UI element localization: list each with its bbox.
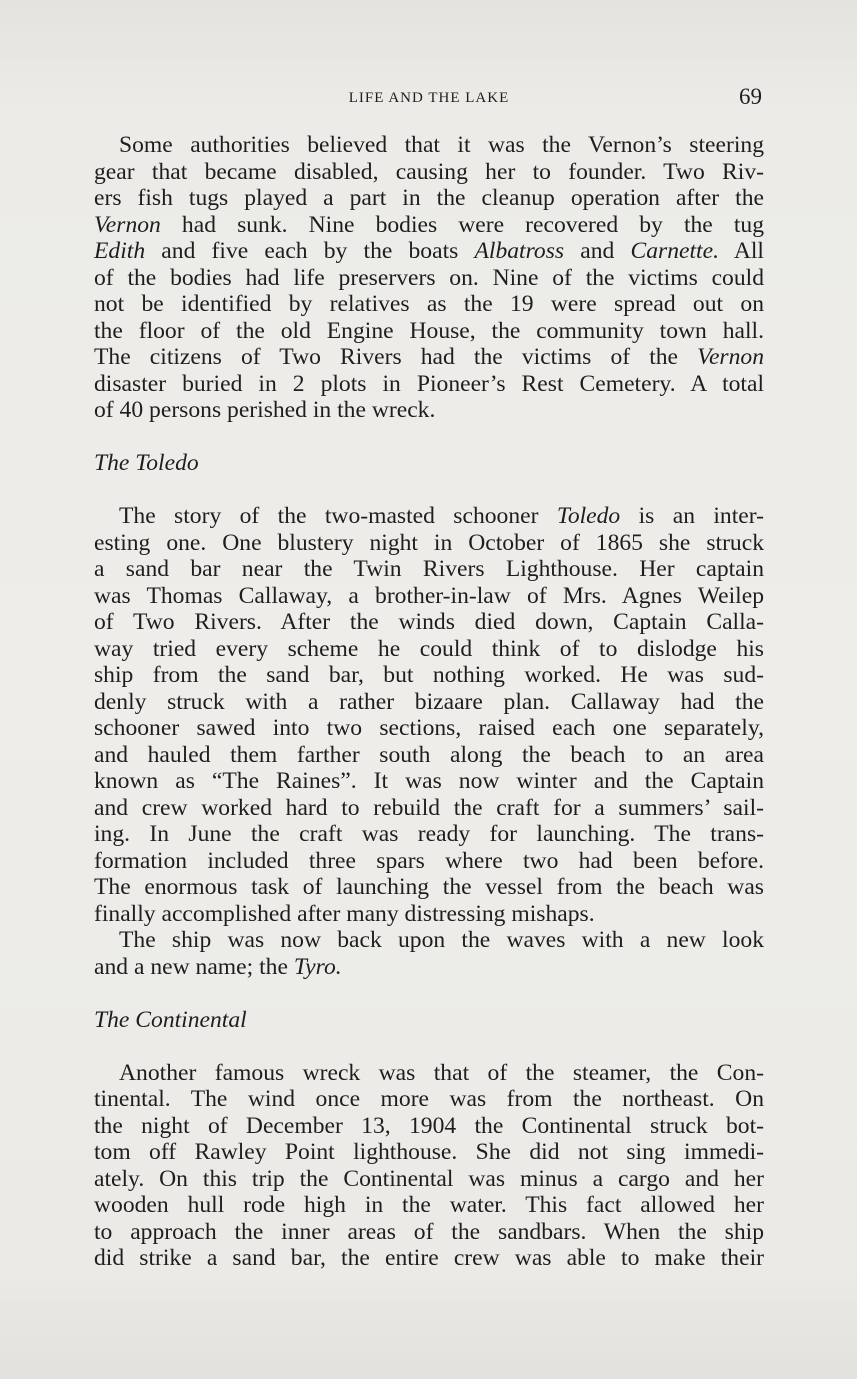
- text-line: ately. On this trip the Continental was minus a cargo and her: [94, 1165, 764, 1192]
- text-line: wooden hull rode high in the water. This fact allowed her: [94, 1192, 764, 1218]
- text-line: known as “The Raines”. It was now winter and the Captain: [94, 768, 764, 794]
- text-line: of 40 persons perished in the wreck.: [94, 397, 436, 423]
- text-fragment: The story of the two-masted schooner: [119, 503, 557, 529]
- text-line: Another famous wreck was that of the steamer, the Con-: [119, 1059, 764, 1086]
- spacer: [94, 1033, 764, 1060]
- section-heading-continental: The Continental: [94, 1006, 247, 1033]
- body-text: [94, 132, 764, 1272]
- running-title: LIFE AND THE LAKE: [348, 90, 510, 106]
- text-fragment: had sunk. Nine bodies were recovered by the tug: [160, 211, 764, 238]
- text-line: esting one. One blustery night in October of 1865 she struck: [94, 529, 764, 556]
- ship-name: Edith: [94, 238, 146, 264]
- text-line: and crew worked hard to rebuild the craft for a summers’ sail-: [94, 794, 764, 821]
- text-fragment: is an inter-: [620, 503, 764, 529]
- text-line: did strike a sand bar, the entire crew was able to make their: [94, 1245, 764, 1271]
- text-line: [94, 344, 764, 371]
- text-fragment: All: [718, 238, 764, 264]
- text-line: to approach the inner areas of the sandbars. When the ship: [94, 1218, 764, 1245]
- ship-name: Albatross: [474, 238, 565, 264]
- spacer: [94, 980, 764, 1007]
- text-line: [94, 238, 764, 265]
- text-line: not be identified by relatives as the 19 were spread out on: [94, 291, 764, 317]
- text-line: the night of December 13, 1904 the Continental struck bot-: [94, 1112, 764, 1139]
- text-line: denly struck with a rather bizaare plan. Callaway had the: [94, 688, 764, 715]
- ship-name: Vernon: [94, 211, 161, 238]
- ship-name: Vernon: [697, 344, 764, 370]
- text-line: formation included three spars where two had been before.: [94, 847, 764, 874]
- text-line: [94, 212, 764, 239]
- text-line: Some authorities believed that it was the Vernon’s steering: [119, 132, 764, 158]
- text-line: of the bodies had life preservers on. Nine of the victims could: [94, 264, 764, 291]
- text-line: The ship was now back upon the waves with a new look: [119, 927, 764, 953]
- text-line: disaster buried in 2 plots in Pioneer’s Rest Cemetery. A total: [94, 370, 764, 397]
- text-line: the floor of the old Engine House, the community town hall.: [94, 317, 764, 344]
- ship-name: Toledo: [556, 503, 621, 529]
- text-line: was Thomas Callaway, a brother-in-law of Mrs. Agnes Weilep: [94, 582, 764, 609]
- running-header: [94, 84, 764, 112]
- text-line: [94, 954, 764, 981]
- text-line: of Two Rivers. After the winds died down, Captain Calla-: [94, 609, 764, 635]
- text-line: tinental. The wind once more was from the northeast. On: [94, 1086, 764, 1112]
- text-line: tom off Rawley Point lighthouse. She did not sing immedi-: [94, 1139, 764, 1165]
- ship-name: Carnette.: [630, 238, 719, 264]
- text-line: ing. In June the craft was ready for launching. The trans-: [94, 821, 764, 847]
- text-line: and hauled them farther south along the beach to an area: [94, 741, 764, 768]
- text-fragment: and five each by the boats: [145, 238, 475, 264]
- ship-name: Tyro.: [293, 953, 342, 980]
- text-line: ers fish tugs played a part in the cleanup operation after the: [94, 185, 764, 211]
- text-fragment: The citizens of Two Rivers had the victims of the: [94, 344, 698, 370]
- spacer: [94, 477, 764, 504]
- text-line: finally accomplished after many distressing mishaps.: [94, 900, 595, 927]
- text-fragment: and: [564, 238, 631, 264]
- text-line: schooner sawed into two sections, raised each one separately,: [94, 715, 764, 741]
- text-line: [94, 503, 764, 530]
- section-heading-toledo: The Toledo: [94, 450, 199, 476]
- spacer: [94, 424, 764, 451]
- text-fragment: and a new name; the: [94, 953, 294, 980]
- text-line: The enormous task of launching the vessel from the beach was: [94, 874, 764, 900]
- text-line: way tried every scheme he could think of to dislodge his: [94, 635, 764, 662]
- text-line: gear that became disabled, causing her to founder. Two Riv-: [94, 158, 764, 185]
- text-line: ship from the sand bar, but nothing worked. He was sud-: [94, 662, 764, 688]
- text-line: a sand bar near the Twin Rivers Lighthouse. Her captain: [94, 556, 764, 582]
- page-number: 69: [739, 84, 762, 109]
